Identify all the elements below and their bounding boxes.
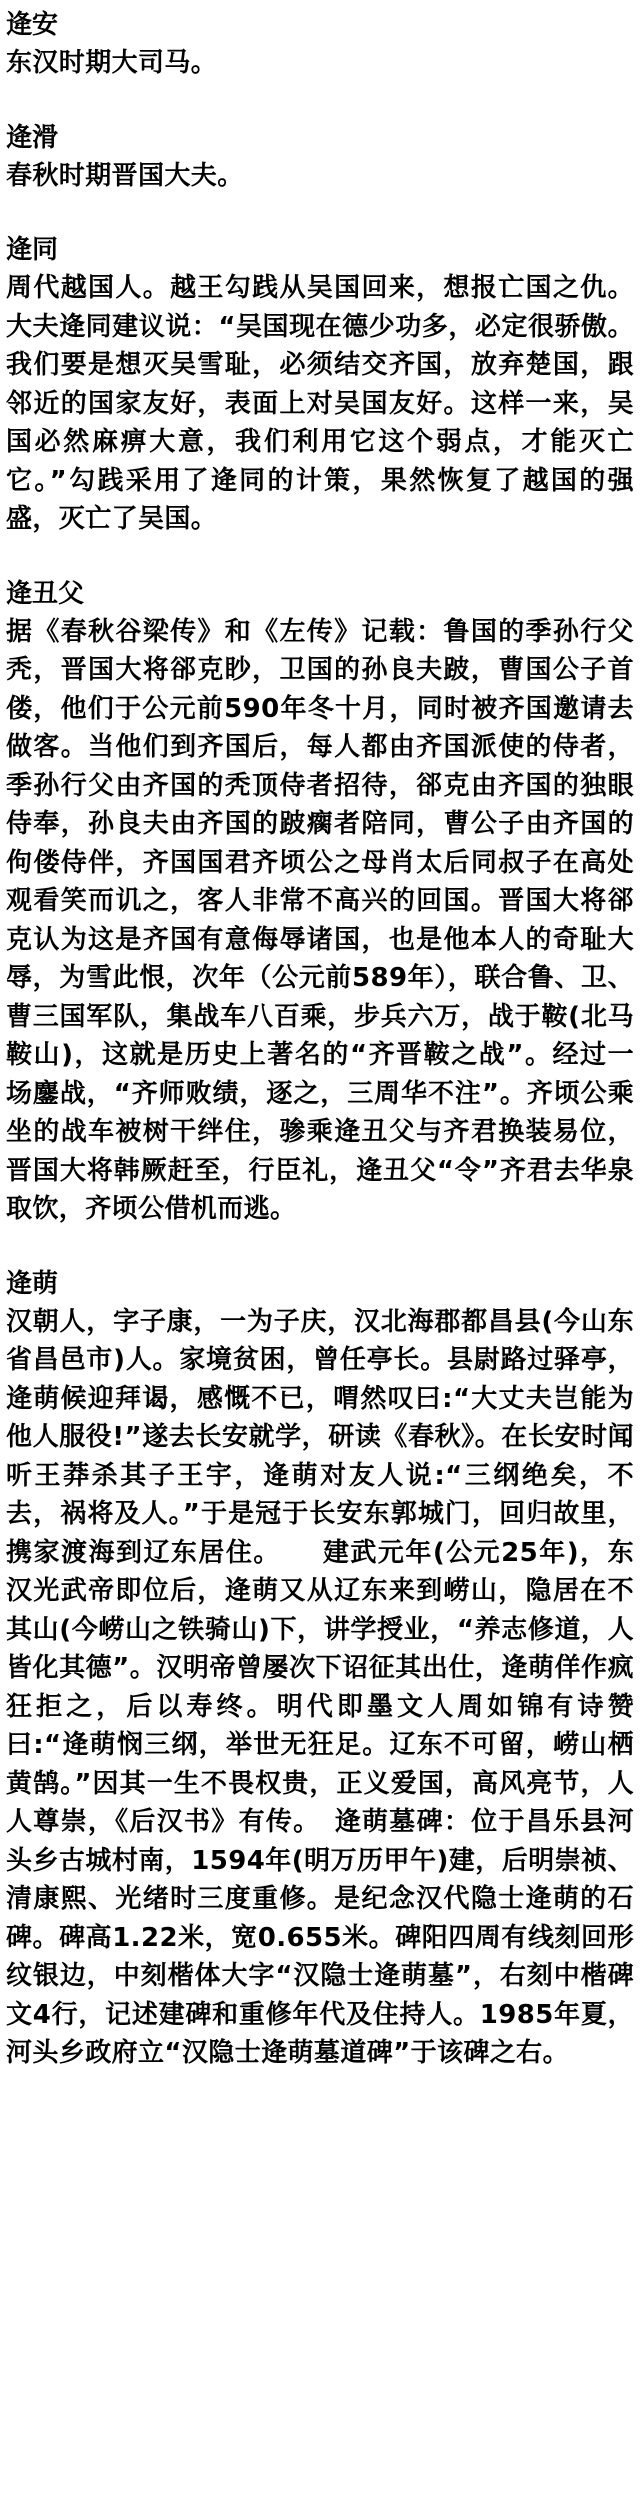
entry-paragraph: 周代越国人。越王勾践从吴国回来，想报亡国之仇。大夫逄同建议说：“吴国现在德少功多，必定很骄傲。我们要是想灭吴雪耻，必须结交齐国，放弃楚国，跟邻近的国家友好，表面上对吴国友好。这样一来，吴国必然麻痹大意，我们利用它这个弱点，才能灭亡它。”勾践采用了逄同的计策，果然恢复了越国的强盛，灭亡了吴国。: [6, 273, 634, 534]
entry-heading: 逄滑: [6, 122, 59, 153]
entry-paragraph: 东汉时期大司马。: [6, 48, 218, 78]
entry-pang-hua: [6, 119, 634, 196]
entry-heading: 逄萌: [6, 1268, 59, 1299]
entry-heading: 逄安: [6, 10, 59, 40]
entry-paragraph: 春秋时期晋国大夫。: [6, 160, 244, 191]
section-gap: [6, 1229, 634, 1265]
entry-paragraph: 汉朝人，字子康，一为子庆，汉北海郡都昌县(今山东省昌邑市)人。家境贫困，曾任亭长。县尉路过驿亭，逄萌候迎拜谒，感慨不已，喟然叹曰:“大丈夫岂能为他人服役!”遂去长安就学，研读《春秋》。在长安时闻听王莽杀其子王宇，逄萌对友人说:“三纲绝矣，不去，祸将及人。”于是冠于长安东郭城门，回归故里，携家渡海到辽东居住。 建武元年(公元25年)，东汉光武帝即位后，逄萌又从辽东来到崂山，隐居在不其山(今崂山之铁骑山)下，讲学授业，“养志修道，人皆化其德”。汉明帝曾屡次下诏征其出仕，逄萌佯作疯狂拒之，后以寿终。明代即墨文人周如锦有诗赞曰:“逄萌悯三纲，举世无狂足。辽东不可留，崂山栖黄鹄。”因其一生不畏权贵，正义爱国，高风亮节，人人尊崇，《后汉书》有传。 逄萌墓碑：位于昌乐县河头乡古城村南，1594年(明万历甲午)建，后明崇祯、清康熙、光绪时三度重修。是纪念汉代隐士逄萌的石碑。碑高1.22米，宽0.655米。碑阳四周有线刻回形纹银边，中刻楷体大字“汉隐士逄萌墓”，右刻中楷碑文4行，记述建碑和重修年代及住持人。1985年夏，河头乡政府立“汉隐士逄萌墓道碑”于该碑之右。: [6, 1306, 634, 2068]
section-gap: [6, 83, 634, 119]
section-gap: [6, 195, 634, 231]
entry-pang-meng: [6, 1265, 634, 2073]
entry-pang-choufu: [6, 575, 634, 1229]
entry-pang-tong: [6, 231, 634, 539]
entry-pang-an: [6, 6, 634, 83]
entry-heading: 逄丑父: [6, 578, 85, 609]
entry-paragraph: 据《春秋谷梁传》和《左传》记载：鲁国的季孙行父秃，晋国大将郤克眇，卫国的孙良夫跛，曹国公子首偻，他们于公元前590年冬十月，同时被齐国邀请去做客。当他们到齐国后，每人都由齐国派使的侍者，季孙行父由齐国的秃顶侍者招待，郤克由齐国的独眼侍奉，孙良夫由齐国的跛瘸者陪同，曹公子由齐国的佝偻侍伴，齐国国君齐顷公之母肖太后同叔子在高处观看笑而讥之，客人非常不高兴的回国。晋国大将郤克认为这是齐国有意侮辱诸国，也是他本人的奇耻大辱，为雪此恨，次年（公元前589年），联合鲁、卫、曹三国军队，集战车八百乘，步兵六万，战于鞍(北马鞍山)，这就是历史上著名的“齐晋鞍之战”。经过一场鏖战，“齐师败绩，逐之，三周华不注”。齐顷公乘坐的战车被树干绊住，骖乘逄丑父与齐君换装易位，晋国大将韩厥赶至，行臣礼，逄丑父“令”齐君去华泉取饮，齐顷公借机而逃。: [6, 616, 634, 1224]
entry-heading: 逄同: [6, 235, 59, 265]
section-gap: [6, 539, 634, 575]
